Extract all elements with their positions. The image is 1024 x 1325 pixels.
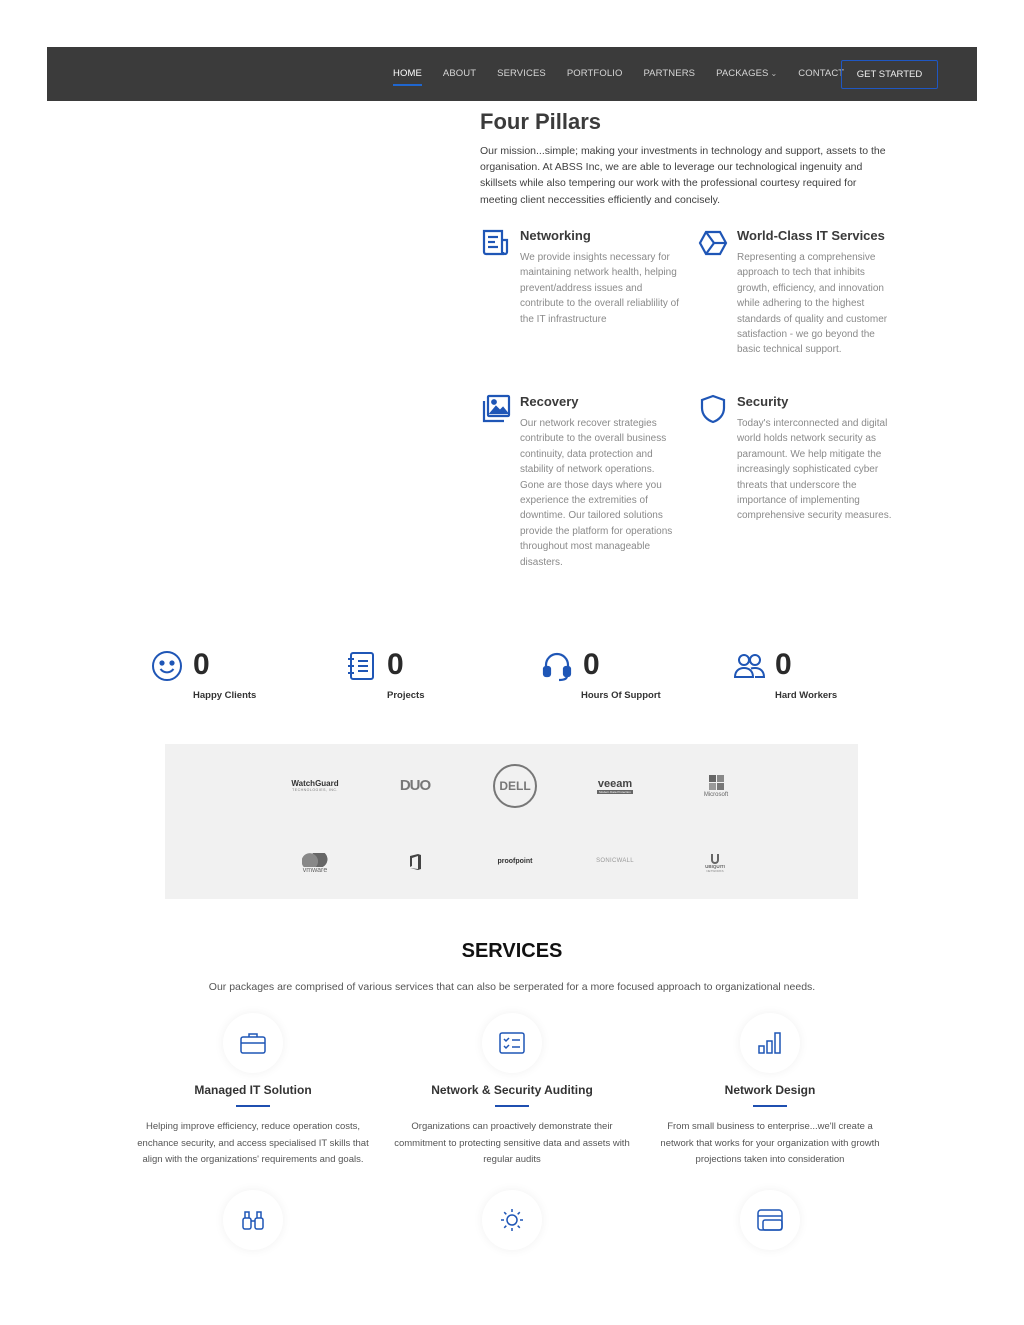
service-title: Network & Security Auditing — [431, 1083, 593, 1097]
images-icon — [481, 394, 511, 424]
pillar-description: Today's interconnected and digital world holds network security as paramount. We help mitigate the increasingly sophisticated cyber threats that underscore the importance of implementing comprehensive security measures. — [737, 418, 892, 522]
service-icon-circle — [740, 1013, 800, 1073]
logo-subtext: TECHNOLOGIES, INC. — [292, 787, 338, 792]
nav-item-label: PARTNERS — [643, 68, 696, 79]
proofpoint-logo — [490, 854, 540, 868]
service-description: Organizations can proactively demonstrate their commitment to protecting sensitive data and assets with regular audits — [394, 1121, 630, 1165]
counter-value: 0 — [387, 648, 404, 681]
logo-text: DELL — [499, 779, 531, 793]
service-icon-circle[interactable] — [740, 1190, 800, 1250]
nav-menu — [393, 47, 865, 101]
counter-value: 0 — [583, 648, 600, 681]
pillar-description: We provide insights necessary for maintaining network health, helping prevent/address issues and contribute to the overall reliablility of the IT infrastructure — [520, 252, 679, 325]
microsoft-logo — [693, 772, 739, 800]
partners-logo-panel — [165, 744, 858, 899]
counter-happy-clients — [151, 648, 331, 708]
nav-item-label: PORTFOLIO — [566, 68, 623, 79]
nav-item-label: HOME — [393, 68, 422, 79]
cloud-icon — [302, 853, 328, 867]
ubiquiti-logo — [695, 850, 735, 876]
chevron-down-icon: ⌄ — [770, 69, 778, 78]
duo-logo — [390, 773, 440, 797]
title-underline — [753, 1105, 787, 1107]
nav-item-home[interactable] — [393, 47, 422, 101]
get-started-button[interactable]: GET STARTED — [841, 60, 938, 89]
ubiquiti-u-icon — [711, 854, 719, 864]
pillar-title: Recovery — [520, 394, 579, 409]
smiley-icon — [151, 650, 183, 682]
card-checklist-icon — [499, 1032, 525, 1054]
logo-text: DUO — [399, 776, 431, 794]
watchguard-logo — [290, 774, 340, 796]
sun-icon — [500, 1208, 524, 1232]
nav-item-services[interactable] — [497, 47, 546, 101]
counter-hours-support — [541, 648, 721, 708]
service-icon-circle — [223, 1013, 283, 1073]
nav-item-label: CONTACT — [798, 68, 845, 79]
logo-subtext: NETWORKS — [706, 868, 724, 873]
vmware-logo — [293, 848, 337, 878]
navbar — [47, 47, 977, 101]
counter-label: Hard Workers — [775, 690, 838, 701]
pillars-intro: Our mission...simple; making your investments in technology and support, assets to the organisation. At ABSS Inc, we are able to leverage our technological ingenuity and skillsets while also tempering our work with the professional courtesy required for meeting client neccessities efficiently and concisely. — [480, 145, 886, 206]
counter-projects — [345, 648, 525, 708]
shield-icon — [698, 394, 728, 424]
people-icon — [733, 650, 765, 682]
pillars-title: Four Pillars — [480, 109, 602, 134]
office-icon — [408, 853, 422, 871]
logo-text: UBIQUITI — [705, 863, 725, 869]
logo-text: proofpoint — [497, 857, 533, 865]
nav-item-contact[interactable] — [798, 47, 844, 101]
service-title: Managed IT Solution — [194, 1083, 312, 1097]
pillar-title: World-Class IT Services — [737, 228, 885, 243]
counter-value: 0 — [775, 648, 792, 681]
logo-text: WatchGuard — [291, 778, 339, 788]
bar-chart-icon — [758, 1032, 782, 1054]
logo-text: SONICWALL — [596, 858, 634, 864]
journal-list-icon — [345, 650, 377, 682]
counter-hard-workers — [733, 648, 913, 708]
sonicwall-logo — [590, 854, 640, 868]
nav-item-label: SERVICES — [497, 68, 546, 79]
services-title: SERVICES — [461, 940, 563, 962]
windows-grid-icon — [709, 775, 724, 790]
pillar-description: Our network recover strategies contribute to the overall business continuity, data protection and stability of network operations. Gone are those days where you experience the extremities of downtime. Our tailored solutions provide the platform for operations throughout most manageable disasters. — [520, 418, 673, 568]
nav-item-about[interactable] — [443, 47, 476, 101]
title-underline — [236, 1105, 270, 1107]
logo-text: Microsoft — [703, 791, 729, 798]
title-underline — [495, 1105, 529, 1107]
services-subtitle: Our packages are comprised of various services that can also be serperated for a more focused approach to organizational needs. — [208, 981, 816, 993]
service-icon-circle — [482, 1013, 542, 1073]
headset-icon — [541, 650, 573, 682]
nav-item-label: PACKAGES — [716, 68, 769, 79]
newspaper-icon — [481, 228, 511, 258]
binoculars-icon — [241, 1209, 265, 1231]
logo-subtext: Modern Data Protection — [599, 789, 631, 794]
service-title: Network Design — [724, 1083, 816, 1097]
pillar-description: Representing a comprehensive approach to tech that inhibits growth, efficiency, and innovation while adhering to the highest standards of quality and customer satisfaction - we go beyond the basic technical support. — [737, 252, 888, 356]
service-description: Helping improve efficiency, reduce operation costs, enchance security, and access specialised IT skills that align with the organizations' requirements and goals. — [137, 1121, 369, 1165]
service-icon-circle[interactable] — [223, 1190, 283, 1250]
cube-icon — [698, 228, 728, 258]
pillar-title: Networking — [520, 228, 591, 243]
nav-item-label: ABOUT — [442, 68, 477, 79]
nav-item-portfolio[interactable] — [567, 47, 623, 101]
counter-label: Projects — [387, 690, 425, 701]
counter-label: Happy Clients — [193, 690, 257, 701]
office-logo — [405, 851, 425, 873]
nav-item-packages[interactable] — [716, 47, 777, 101]
veeam-logo — [590, 775, 640, 797]
pillar-title: Security — [737, 394, 789, 409]
briefcase-icon — [240, 1032, 266, 1054]
nav-item-partners[interactable] — [643, 47, 695, 101]
browser-window-icon — [757, 1209, 783, 1231]
service-icon-circle[interactable] — [482, 1190, 542, 1250]
service-description: From small business to enterprise...we'll create a network that works for your organization with growth projections taken into consideration — [660, 1121, 880, 1165]
counter-label: Hours Of Support — [581, 690, 661, 701]
counter-value: 0 — [193, 648, 210, 681]
logo-text: veeam — [597, 777, 633, 790]
dell-logo — [493, 764, 537, 808]
logo-text: vmware — [302, 866, 328, 874]
